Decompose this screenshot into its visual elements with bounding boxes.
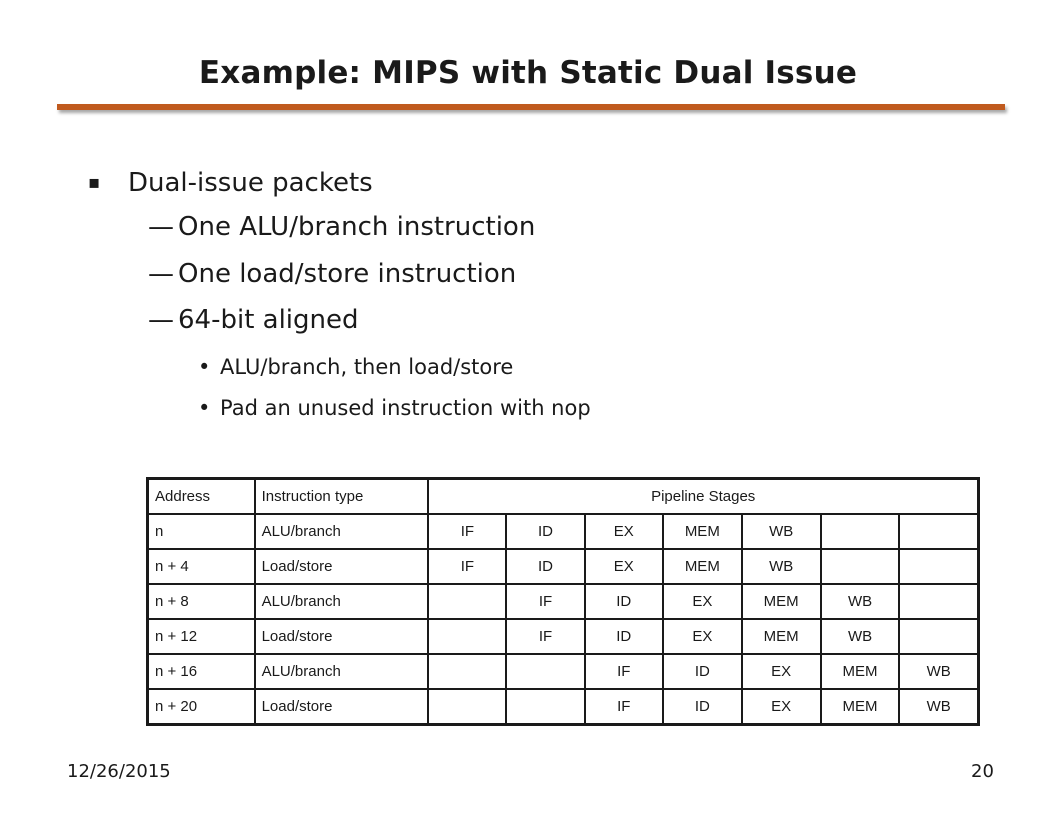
stage-cell: MEM: [821, 654, 900, 689]
instruction-type-cell: Load/store: [255, 549, 429, 584]
address-cell: n + 12: [148, 619, 255, 654]
bullet-level3: [198, 355, 513, 379]
stage-cell: [506, 689, 584, 725]
stage-cell: WB: [821, 619, 900, 654]
dash-bullet-icon: —: [148, 212, 174, 242]
bullet-level2: [148, 259, 516, 289]
address-cell: n + 20: [148, 689, 255, 725]
stage-cell: [506, 654, 584, 689]
bullet-level2: [148, 305, 359, 335]
stage-cell: ID: [585, 619, 663, 654]
table-row: [148, 514, 979, 549]
stage-cell: WB: [899, 689, 978, 725]
pipeline-table: [146, 477, 980, 726]
dash-bullet-icon: —: [148, 305, 174, 335]
bullet-level3: [198, 396, 591, 420]
stage-cell: [428, 584, 506, 619]
page-number: 20: [971, 761, 994, 782]
stage-cell: MEM: [663, 549, 742, 584]
square-bullet-icon: ▪: [88, 172, 101, 193]
address-cell: n + 8: [148, 584, 255, 619]
address-cell: n + 4: [148, 549, 255, 584]
address-cell: n + 16: [148, 654, 255, 689]
stage-cell: EX: [742, 689, 821, 725]
table-row: [148, 689, 979, 725]
stage-cell: EX: [663, 584, 742, 619]
stage-cell: ID: [585, 584, 663, 619]
stage-cell: EX: [585, 514, 663, 549]
instruction-type-cell: ALU/branch: [255, 654, 429, 689]
stage-cell: IF: [428, 514, 506, 549]
stage-cell: IF: [585, 654, 663, 689]
table-row: [148, 549, 979, 584]
stage-cell: IF: [428, 549, 506, 584]
bullet-text: Dual-issue packets: [128, 168, 373, 198]
instruction-type-cell: Load/store: [255, 619, 429, 654]
stage-cell: IF: [506, 619, 584, 654]
stage-cell: [899, 549, 978, 584]
stage-cell: [821, 549, 900, 584]
bullet-text: One load/store instruction: [178, 259, 517, 289]
bullet-level2: [148, 212, 535, 242]
table-header-row: [148, 479, 979, 515]
bullet-text: One ALU/branch instruction: [178, 212, 536, 242]
header-address: Address: [148, 479, 255, 515]
stage-cell: IF: [585, 689, 663, 725]
stage-cell: MEM: [663, 514, 742, 549]
stage-cell: [428, 654, 506, 689]
stage-cell: ID: [663, 689, 742, 725]
dash-bullet-icon: —: [148, 259, 174, 289]
stage-cell: WB: [742, 514, 821, 549]
stage-cell: ID: [506, 514, 584, 549]
bullet-text: ALU/branch, then load/store: [220, 355, 514, 379]
stage-cell: [428, 619, 506, 654]
stage-cell: IF: [506, 584, 584, 619]
bullet-text: Pad an unused instruction with nop: [220, 396, 591, 420]
instruction-type-cell: Load/store: [255, 689, 429, 725]
stage-cell: [899, 584, 978, 619]
stage-cell: EX: [585, 549, 663, 584]
bullet-text: 64-bit aligned: [178, 305, 359, 335]
dot-bullet-icon: •: [198, 396, 211, 420]
instruction-type-cell: ALU/branch: [255, 584, 429, 619]
dot-bullet-icon: •: [198, 355, 211, 379]
header-pipeline-stages: Pipeline Stages: [428, 479, 978, 515]
title-rule: [57, 104, 1005, 110]
stage-cell: ID: [663, 654, 742, 689]
instruction-type-cell: ALU/branch: [255, 514, 429, 549]
stage-cell: WB: [899, 654, 978, 689]
table-row: [148, 619, 979, 654]
stage-cell: WB: [742, 549, 821, 584]
stage-cell: WB: [821, 584, 900, 619]
stage-cell: [821, 514, 900, 549]
stage-cell: [899, 619, 978, 654]
bullet-level1: [88, 168, 373, 198]
stage-cell: ID: [506, 549, 584, 584]
footer-date: 12/26/2015: [67, 761, 171, 782]
stage-cell: [899, 514, 978, 549]
table-row: [148, 654, 979, 689]
stage-cell: MEM: [742, 584, 821, 619]
stage-cell: EX: [742, 654, 821, 689]
table-row: [148, 584, 979, 619]
header-instruction-type: Instruction type: [255, 479, 429, 515]
address-cell: n: [148, 514, 255, 549]
stage-cell: EX: [663, 619, 742, 654]
stage-cell: MEM: [742, 619, 821, 654]
slide-title: Example: MIPS with Static Dual Issue: [198, 55, 858, 91]
stage-cell: MEM: [821, 689, 900, 725]
stage-cell: [428, 689, 506, 725]
